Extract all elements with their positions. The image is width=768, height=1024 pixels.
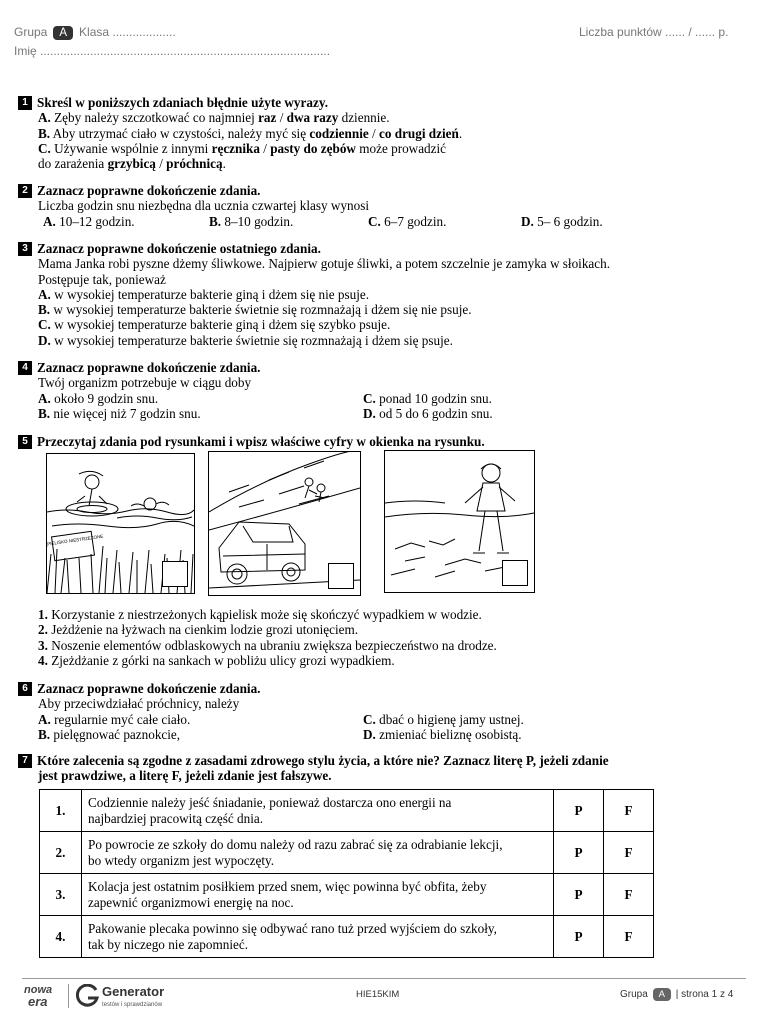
group-badge: A bbox=[53, 26, 73, 40]
row-statement: Pakowanie plecaka powinno się odbywać rano tuż przed wyjściem do szkoły, tak by niczego nie zapomnieć. bbox=[82, 916, 554, 958]
table-row bbox=[40, 916, 654, 958]
question-stem: Liczba godzin snu niezbędna dla ucznia czwartej klasy wynosi bbox=[38, 198, 370, 214]
question-number: 4 bbox=[18, 361, 32, 375]
options-row bbox=[18, 712, 738, 728]
answer-box-3[interactable] bbox=[502, 560, 528, 586]
question-stem: Postępuje tak, ponieważ bbox=[38, 271, 166, 287]
name-field[interactable]: Imię ....................................................................................... bbox=[14, 44, 331, 58]
option-a[interactable]: A. około 9 godzin snu. bbox=[38, 390, 159, 406]
table-row bbox=[40, 832, 654, 874]
question-5 bbox=[18, 434, 738, 449]
question-number: 5 bbox=[18, 435, 32, 449]
question-title: Zaznacz poprawne dokończenie zdania. bbox=[37, 183, 261, 198]
option-b[interactable]: B. 8–10 godzin. bbox=[209, 213, 294, 229]
option-a[interactable]: A. w wysokiej temperaturze bakterie giną i dżem się nie psuje. bbox=[38, 286, 370, 302]
options-row bbox=[18, 406, 738, 422]
illustration-sledding bbox=[208, 451, 361, 596]
question-7 bbox=[18, 753, 738, 784]
table-row bbox=[40, 874, 654, 916]
header-group bbox=[14, 25, 176, 40]
true-option[interactable]: P bbox=[554, 874, 604, 916]
generator-g-icon bbox=[76, 984, 100, 1008]
option-d[interactable]: D. od 5 do 6 godzin snu. bbox=[363, 406, 493, 422]
option-b[interactable]: B. w wysokiej temperaturze bakterie świetnie się rozmnażają i dżem się nie psuje. bbox=[38, 302, 472, 318]
row-number: 1. bbox=[40, 790, 82, 832]
false-option[interactable]: F bbox=[604, 832, 654, 874]
question-title: Skreśl w poniższych zdaniach błędnie użyte wyrazy. bbox=[37, 95, 328, 110]
question-4 bbox=[18, 360, 738, 422]
question-title-cont: jest prawdziwe, a literę F, jeżeli zdanie jest fałszywe. bbox=[38, 768, 332, 784]
option-c[interactable]: C. ponad 10 godzin snu. bbox=[363, 390, 492, 406]
question-number: 1 bbox=[18, 96, 32, 110]
points-field[interactable]: Liczba punktów ...... / ...... p. bbox=[579, 25, 729, 39]
footer-group-label: Grupa bbox=[620, 989, 648, 1000]
illustration-swimming bbox=[46, 453, 195, 594]
option-d[interactable]: D. zmieniać bieliznę osobistą. bbox=[363, 727, 522, 743]
question-1 bbox=[18, 95, 738, 171]
true-option[interactable]: P bbox=[554, 832, 604, 874]
options-row bbox=[18, 214, 738, 230]
option-word[interactable]: raz bbox=[258, 110, 277, 126]
option-word[interactable]: co drugi dzień bbox=[378, 125, 459, 141]
question-number: 7 bbox=[18, 754, 32, 768]
q1-line-a: A. Zęby należy szczotkować co najmniej raz / dwa razy dziennie. bbox=[38, 110, 390, 126]
group-label: Grupa bbox=[14, 25, 48, 39]
option-c[interactable]: C. 6–7 godzin. bbox=[368, 213, 447, 229]
option-a[interactable]: A. 10–12 godzin. bbox=[43, 213, 135, 229]
option-word[interactable]: próchnicą bbox=[166, 156, 223, 172]
question-2 bbox=[18, 183, 738, 230]
question-title: Zaznacz poprawne dokończenie zdania. bbox=[37, 681, 261, 696]
q1-line-c2: do zarażenia grzybicą / próchnicą. bbox=[38, 156, 226, 172]
answer-box-1[interactable] bbox=[162, 561, 188, 587]
options-row bbox=[18, 727, 738, 743]
table-row bbox=[40, 790, 654, 832]
logo-divider bbox=[68, 984, 69, 1008]
row-number: 4. bbox=[40, 916, 82, 958]
question-3 bbox=[18, 241, 738, 348]
false-option[interactable]: F bbox=[604, 790, 654, 832]
sentence-1: 1. Korzystanie z niestrzeżonych kąpielisk może się skończyć wypadkiem w wodzie. bbox=[38, 607, 482, 622]
class-field[interactable]: Klasa ................... bbox=[79, 25, 176, 39]
sentence-2: 2. Jeżdżenie na łyżwach na cienkim lodzie grozi utonięciem. bbox=[38, 622, 359, 638]
options-row bbox=[18, 391, 738, 407]
q1-line-c: C. Używanie wspólnie z innymi ręcznika / pasty do zębów może prowadzić bbox=[38, 140, 447, 156]
illustration-ice-skating bbox=[384, 450, 535, 593]
option-b[interactable]: B. pielęgnować paznokcie, bbox=[38, 727, 181, 743]
question-number: 3 bbox=[18, 242, 32, 256]
footer-page-info bbox=[620, 987, 733, 1002]
question-stem: Twój organizm potrzebuje w ciągu doby bbox=[38, 375, 252, 391]
false-option[interactable]: F bbox=[604, 874, 654, 916]
footer-divider bbox=[22, 978, 746, 979]
option-c[interactable]: C. w wysokiej temperaturze bakterie giną i dżem się szybko psuje. bbox=[38, 317, 391, 333]
question-title: Które zalecenia są zgodne z zasadami zdrowego stylu życia, a które nie? Zaznacz literę P, jeżeli zdanie bbox=[37, 753, 609, 768]
true-option[interactable]: P bbox=[554, 790, 604, 832]
option-word[interactable]: codziennie bbox=[309, 125, 369, 141]
option-d[interactable]: D. w wysokiej temperaturze bakterie świetnie się rozmnażają i dżem się psuje. bbox=[38, 332, 453, 348]
page-number: | strona 1 z 4 bbox=[675, 989, 734, 1000]
footer-group-badge: A bbox=[653, 988, 671, 1001]
document-code: HIE15KIM bbox=[356, 989, 400, 1000]
option-word[interactable]: pasty do zębów bbox=[270, 140, 356, 156]
q1-line-b: B. Aby utrzymać ciało w czystości, należy myć się codziennie / co drugi dzień. bbox=[38, 125, 463, 141]
sign-text: KĄPIELISKO NIESTRZEŻONE bbox=[47, 533, 104, 548]
option-word[interactable]: dwa razy bbox=[286, 110, 339, 126]
option-word[interactable]: grzybicą bbox=[107, 156, 156, 172]
false-option[interactable]: F bbox=[604, 916, 654, 958]
question-5-sentences bbox=[18, 607, 738, 668]
option-d[interactable]: D. 5– 6 godzin. bbox=[521, 213, 603, 229]
sentence-4: 4. Zjeżdżanie z górki na sankach w pobliżu ulicy grozi wypadkiem. bbox=[38, 652, 395, 668]
nowa-era-logo: nowa era bbox=[24, 984, 53, 1009]
row-number: 2. bbox=[40, 832, 82, 874]
sentence-3: 3. Noszenie elementów odblaskowych na ubraniu zwiększa bezpieczeństwo na drodze. bbox=[38, 637, 497, 653]
option-c[interactable]: C. dbać o higienę jamy ustnej. bbox=[363, 711, 524, 727]
question-stem: Mama Janka robi pyszne dżemy śliwkowe. Najpierw gotuje śliwki, a potem szczelnie je zamyka w słoikach. bbox=[38, 256, 611, 272]
option-word[interactable]: ręcznika bbox=[211, 140, 260, 156]
option-a[interactable]: A. regularnie myć całe ciało. bbox=[38, 711, 191, 727]
question-stem: Aby przeciwdziałać próchnicy, należy bbox=[38, 696, 240, 712]
row-number: 3. bbox=[40, 874, 82, 916]
true-false-table bbox=[39, 789, 654, 958]
question-title: Zaznacz poprawne dokończenie zdania. bbox=[37, 360, 261, 375]
true-option[interactable]: P bbox=[554, 916, 604, 958]
question-number: 6 bbox=[18, 682, 32, 696]
question-title: Przeczytaj zdania pod rysunkami i wpisz właściwe cyfry w okienka na rysunku. bbox=[37, 434, 485, 449]
option-b[interactable]: B. nie więcej niż 7 godzin snu. bbox=[38, 406, 201, 422]
question-number: 2 bbox=[18, 184, 32, 198]
question-title: Zaznacz poprawne dokończenie ostatniego zdania. bbox=[37, 241, 321, 256]
row-statement: Kolacja jest ostatnim posiłkiem przed snem, więc powinna być obfita, żeby zapewnić organizmowi energię na noc. bbox=[82, 874, 554, 916]
row-statement: Po powrocie ze szkoły do domu należy od razu zabrać się za odrabianie lekcji, bo wtedy organizm jest wypoczęty. bbox=[82, 832, 554, 874]
answer-box-2[interactable] bbox=[328, 563, 354, 589]
row-statement: Codziennie należy jeść śniadanie, ponieważ dostarcza ono energii na najbardziej pracowitą część dnia. bbox=[82, 790, 554, 832]
question-6 bbox=[18, 681, 738, 743]
